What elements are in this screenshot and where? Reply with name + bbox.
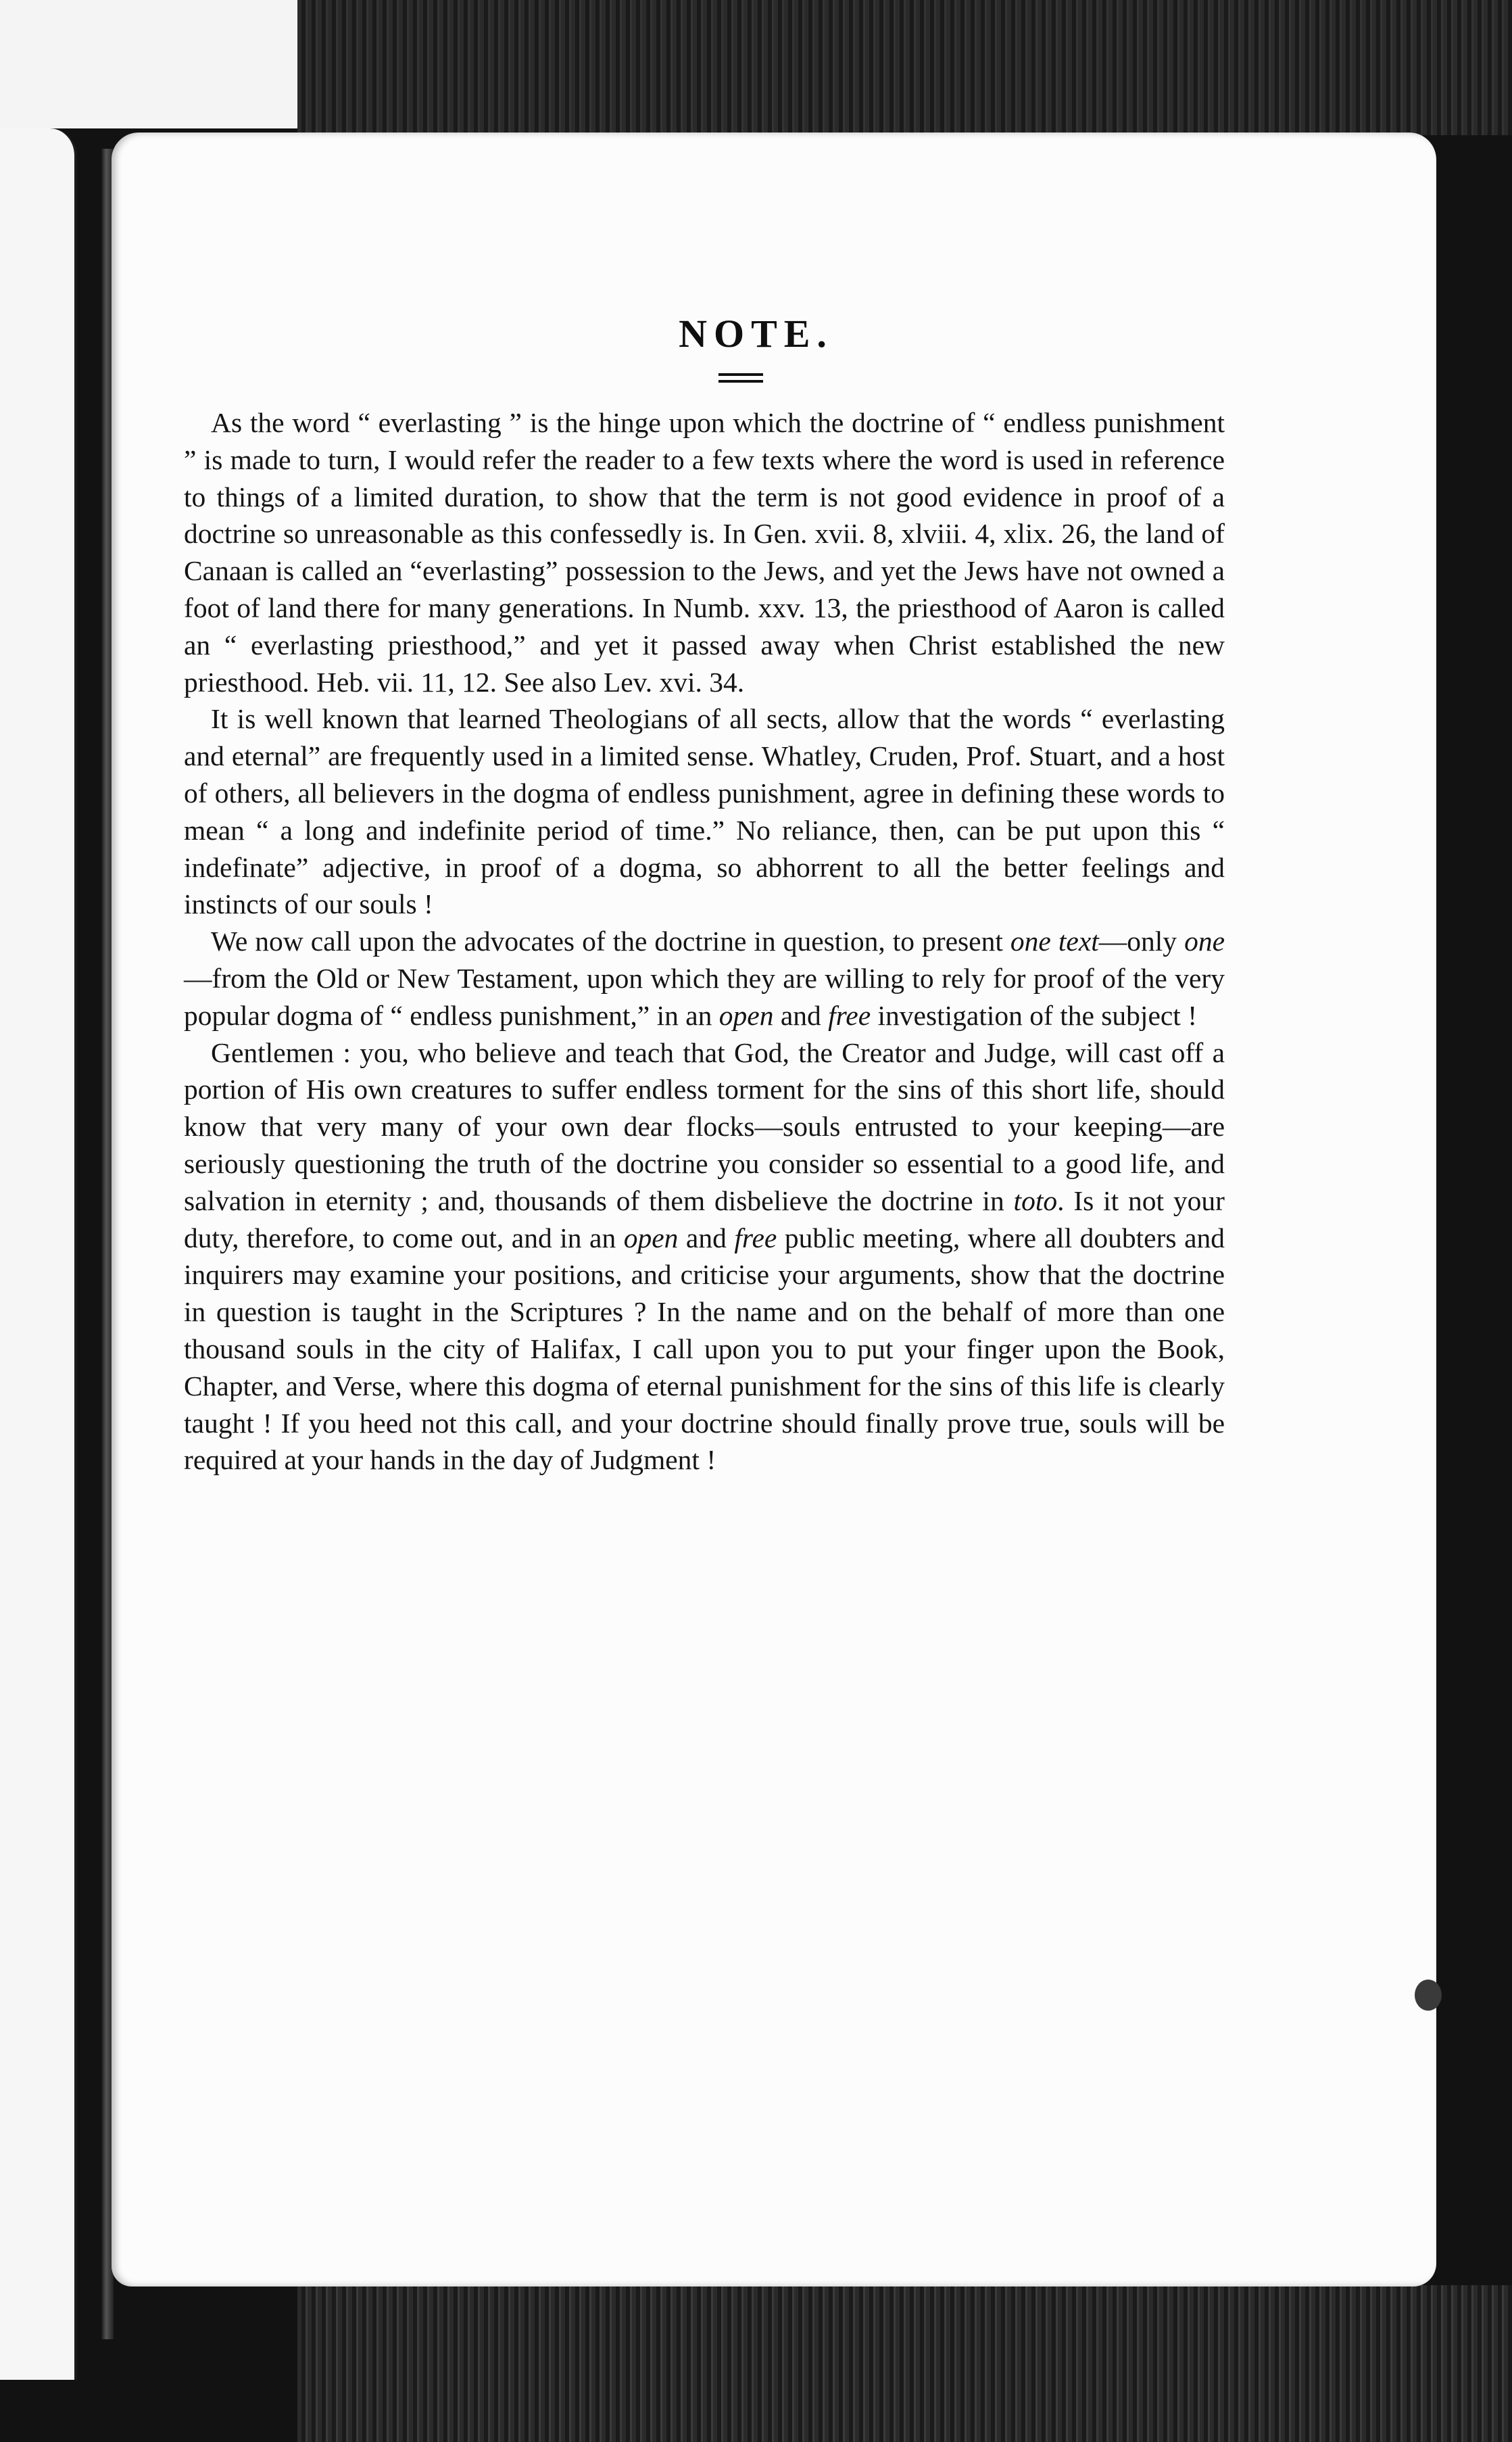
paragraph [184,1034,1225,1479]
text-run: We now call upon the advocates of the doctrine in question, to present [211,926,1010,957]
italic-text: toto [1013,1184,1058,1216]
italic-text: one text [1010,926,1099,957]
italic-text: free [828,999,871,1031]
text-run: As the word “ everlasting ” is the hinge upon which the doctrine of “ endless punishment ” is made to turn, I would refer the reader to a few texts where the word is used in reference to things of a limited duration, to show that the term is not good evidence in proof of a doctrine so unreasonable as this confessedly is. In Gen. xvii. 8, xlviii. 4, xlix. 26, the land of Canaan is called an “everlasting” possession to the Jews, and yet the Jews have not owned a foot of land there for many generations. In Numb. xxv. 13, the priesthood of Aaron is called an “ everlasting priesthood,” and yet it passed away when Christ established the new priesthood. Heb. vii. 11, 12. See also Lev. xvi. 34. [184,407,1225,698]
italic-text: free [734,1222,777,1253]
previous-page-edge [0,128,77,2380]
text-run: Gentlemen : you, who believe and teach that God, the Creator and Judge, will cast off a portion of His own creatures to suffer endless torment for the sins of this short life, should know that very many of your own dear flocks—souls entrusted to your keeping—are seriously questioning the truth of the doctrine you consider so essential to a good life, and salvation in eternity ; and, thousands of them disbelieve the doctrine in [184,1036,1225,1216]
text-run: and [678,1222,735,1253]
scan-margin-strip [0,0,297,128]
text-run: investigation of the subject ! [871,999,1198,1031]
text-run: —only [1098,926,1185,957]
text-run: and [773,999,829,1031]
note-body [184,404,1225,1479]
paragraph [184,923,1225,1034]
text-run: —from the Old or New Testament, upon which they are willing to rely for proof of the very popular dogma of “ endless punishment,” in an [184,962,1225,1031]
italic-text: open [718,999,774,1031]
paragraph [184,404,1225,700]
page-title: NOTE. [679,312,833,356]
text-run: public meeting, where all doubters and inquirers may examine your positions, and criticise your arguments, show that the doctrine in question is taught in the Scriptures ? In the name and on the behalf of more than one thousand souls in the city of Halifax, I call upon you to put your finger upon the Book, Chapter, and Verse, where this dogma of eternal punishment for the sins of this life is clearly taught ! If you heed not this call, and your doctrine should finally prove true, souls will be required at your hands in the day of Judgment ! [184,1222,1225,1476]
title-rule [718,373,763,383]
text-run: It is well known that learned Theologians of all sects, allow that the words “ everlasting and eternal” are frequently used in a limited sense. Whatley, Cruden, Prof. Stuart, and a host of others, all believers in the dogma of endless punishment, agree in defining these words to mean “ a long and indefinite period of time.” No reliance, then, can be put upon this “ indefinate” adjective, in proof of a dogma, so abhorrent to all the better feelings and instincts of our souls ! [184,703,1225,920]
paragraph [184,700,1225,923]
italic-text: open [623,1222,679,1253]
scan-background-top [297,0,1512,135]
text-run: . Is it not your duty, therefore, to come out, and in an [184,1184,1225,1253]
ink-blot [1415,1980,1442,2011]
scan-background-bottom [297,2285,1512,2442]
italic-text: one [1184,926,1225,957]
